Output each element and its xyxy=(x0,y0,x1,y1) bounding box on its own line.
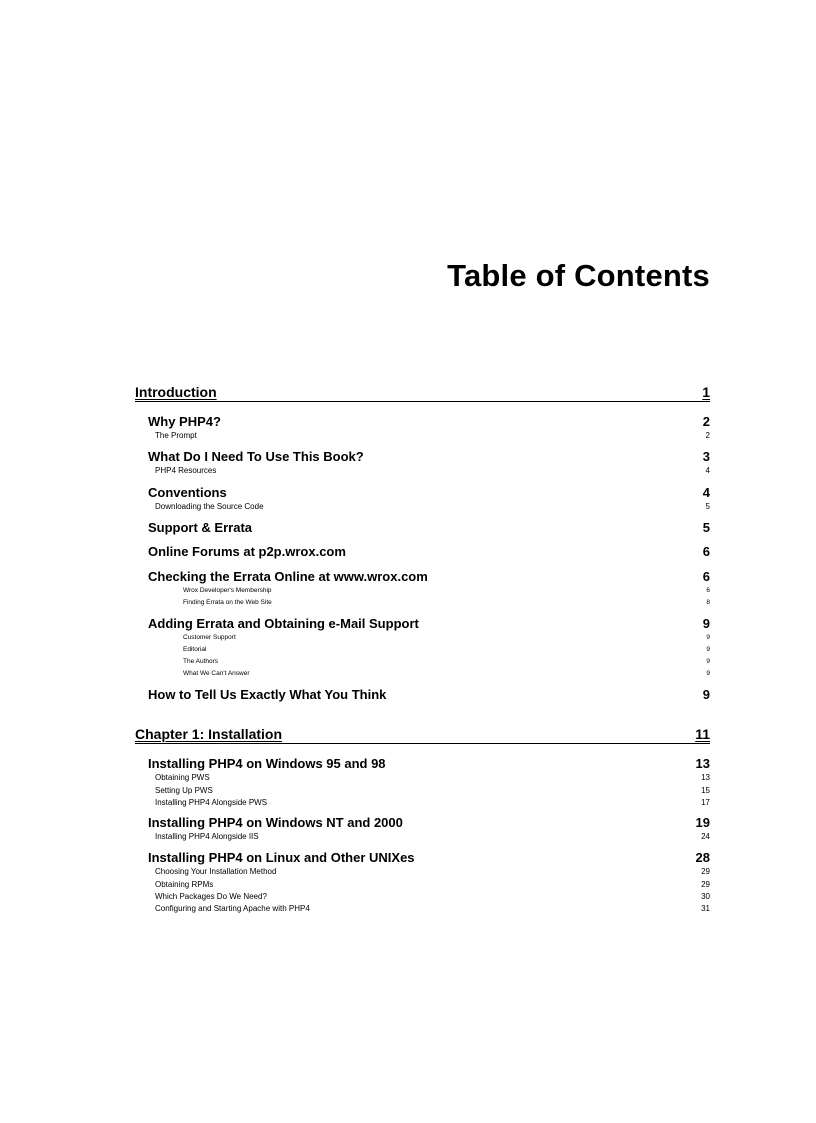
toc-entry-page: 5 xyxy=(705,502,710,511)
toc-entry-title: PHP4 Resources xyxy=(155,466,217,475)
toc-subsection[interactable] xyxy=(135,773,710,783)
toc-entry-page: 6 xyxy=(702,569,710,584)
toc-entry-title: What Do I Need To Use This Book? xyxy=(148,449,364,464)
toc-entry-title: Installing PHP4 Alongside IIS xyxy=(155,832,259,841)
toc-entry-title: Installing PHP4 on Windows NT and 2000 xyxy=(148,815,403,830)
toc-entry-title: Editorial xyxy=(183,646,207,653)
toc-section[interactable] xyxy=(135,850,710,865)
toc-section[interactable] xyxy=(135,569,710,584)
toc-entry-page: 24 xyxy=(701,832,710,841)
toc-section[interactable] xyxy=(135,520,710,535)
toc-entry-page: 4 xyxy=(705,466,710,475)
toc-section[interactable] xyxy=(135,756,710,771)
toc-entry-page: 31 xyxy=(701,904,710,913)
toc-entry-page: 9 xyxy=(702,687,710,702)
toc-subsection[interactable] xyxy=(135,880,710,890)
toc-entry-title: Wrox Developer's Membership xyxy=(183,587,272,594)
toc-entry-title: The Prompt xyxy=(155,431,197,440)
toc-section[interactable] xyxy=(135,449,710,464)
toc-entry-title: Support & Errata xyxy=(148,520,253,535)
toc-entry-page: 9 xyxy=(706,670,710,677)
toc-entry-title: Online Forums at p2p.wrox.com xyxy=(148,544,346,559)
toc-entry-page: 3 xyxy=(702,449,710,464)
toc-section[interactable] xyxy=(135,544,710,559)
toc-entry-page: 28 xyxy=(695,850,710,865)
toc-entry-page: 15 xyxy=(701,786,710,795)
toc-entry-page: 2 xyxy=(702,414,710,429)
toc-subsection[interactable] xyxy=(135,867,710,877)
toc-entry-title: Setting Up PWS xyxy=(155,786,213,795)
toc-subsection[interactable] xyxy=(135,670,710,678)
toc-entry-page: 8 xyxy=(706,599,710,606)
toc-entry-page: 19 xyxy=(695,815,710,830)
toc-entry-title: Installing PHP4 on Windows 95 and 98 xyxy=(148,756,386,771)
toc-subsection[interactable] xyxy=(135,587,710,595)
toc-entry-page: 1 xyxy=(702,384,710,400)
toc-chapter-installation[interactable] xyxy=(135,726,710,744)
toc-subsection[interactable] xyxy=(135,798,710,808)
toc-section[interactable] xyxy=(135,485,710,500)
toc-entry-title: Introduction xyxy=(135,384,217,400)
toc-entry-page: 2 xyxy=(705,431,710,440)
toc-subsection[interactable] xyxy=(135,904,710,914)
toc-entry-page: 6 xyxy=(706,587,710,594)
toc-subsection[interactable] xyxy=(135,599,710,607)
toc-entry-page: 30 xyxy=(701,892,710,901)
toc-entry-title: Installing PHP4 on Linux and Other UNIXes xyxy=(148,850,415,865)
toc-entry-page: 9 xyxy=(706,634,710,641)
toc-subsection[interactable] xyxy=(135,502,710,512)
toc-subsection[interactable] xyxy=(135,832,710,842)
toc-entry-title: Downloading the Source Code xyxy=(155,502,264,511)
toc-entry-title: Choosing Your Installation Method xyxy=(155,867,277,876)
toc-subsection[interactable] xyxy=(135,431,710,441)
toc-entry-page: 13 xyxy=(695,756,710,771)
toc-entry-page: 6 xyxy=(702,544,710,559)
toc-entry-page: 9 xyxy=(702,616,710,631)
toc-entry-title: Obtaining PWS xyxy=(155,773,210,782)
toc-entry-title: Customer Support xyxy=(183,634,236,641)
toc-subsection[interactable] xyxy=(135,892,710,902)
toc-entry-title: What We Can't Answer xyxy=(183,670,250,677)
toc-entry-title: Which Packages Do We Need? xyxy=(155,892,267,901)
page-title: Table of Contents xyxy=(447,258,710,293)
toc-entry-page: 13 xyxy=(701,773,710,782)
toc-subsection[interactable] xyxy=(135,646,710,654)
toc-entry-page: 29 xyxy=(701,880,710,889)
toc-section[interactable] xyxy=(135,687,710,702)
toc-entry-title: Configuring and Starting Apache with PHP4 xyxy=(155,904,310,913)
toc-entry-page: 4 xyxy=(702,485,710,500)
toc-entry-page: 29 xyxy=(701,867,710,876)
toc-entry-title: Checking the Errata Online at www.wrox.com xyxy=(148,569,428,584)
toc-entry-title: The Authors xyxy=(183,658,219,665)
toc-subsection[interactable] xyxy=(135,634,710,642)
toc-subsection[interactable] xyxy=(135,786,710,796)
toc-section[interactable] xyxy=(135,616,710,631)
toc-entry-page: 17 xyxy=(701,798,710,807)
toc-subsection[interactable] xyxy=(135,466,710,476)
toc-entry-title: Chapter 1: Installation xyxy=(135,726,283,742)
toc-entry-title: Finding Errata on the Web Site xyxy=(183,599,272,606)
toc-entry-page: 9 xyxy=(706,658,710,665)
toc-entry-title: Obtaining RPMs xyxy=(155,880,214,889)
toc-entry-title: Conventions xyxy=(148,485,227,500)
toc-chapter-introduction[interactable] xyxy=(135,384,710,402)
toc-subsection[interactable] xyxy=(135,658,710,666)
toc-entry-title: How to Tell Us Exactly What You Think xyxy=(148,687,387,702)
toc-entry-title: Why PHP4? xyxy=(148,414,221,429)
toc-entry-page: 11 xyxy=(695,726,710,742)
toc-section[interactable] xyxy=(135,815,710,830)
toc-entry-page: 9 xyxy=(706,646,710,653)
toc-entry-page: 5 xyxy=(702,520,710,535)
toc-entry-title: Installing PHP4 Alongside PWS xyxy=(155,798,268,807)
toc-section[interactable] xyxy=(135,414,710,429)
toc-entry-title: Adding Errata and Obtaining e-Mail Support xyxy=(148,616,419,631)
